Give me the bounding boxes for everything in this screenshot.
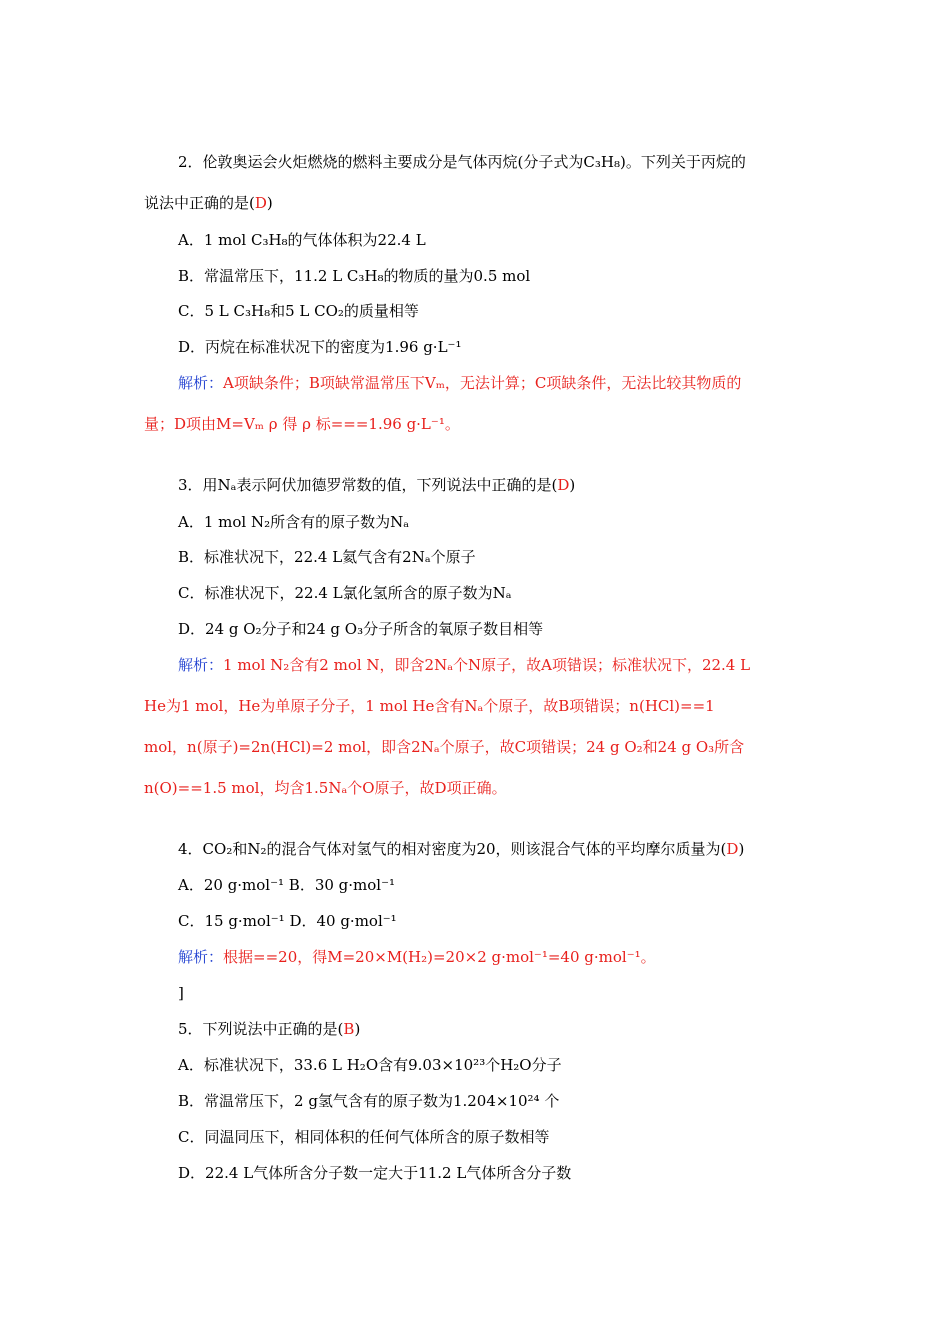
q2-option-c: C．5 L C₃H₈和5 L CO₂的质量相等 — [178, 302, 419, 320]
q4-stem-text: 4．CO₂和N₂的混合气体对氢气的相对密度为20，则该混合气体的平均摩尔质量为( — [178, 840, 727, 858]
q2-explanation-text1: A项缺条件；B项缺常温常压下Vₘ，无法计算；C项缺条件，无法比较其物质的 — [223, 374, 742, 392]
q5-answer: B — [343, 1020, 355, 1038]
q3-option-a: A．1 mol N₂所含有的原子数为Nₐ — [178, 513, 410, 531]
q2-close-paren: ) — [266, 194, 273, 212]
q4-explanation-label: 解析： — [178, 948, 224, 966]
q3-close-paren: ) — [569, 476, 576, 494]
q2-explanation-line1 — [178, 373, 741, 393]
q4-stray-bracket: ] — [178, 984, 184, 1002]
q3-explanation-line3: mol，n(原子)=2n(HCl)=2 mol，即含2Nₐ个原子，故C项错误；24 g O₂和24 g O₃所含 — [144, 738, 745, 756]
q5-close-paren: ) — [354, 1020, 361, 1038]
q5-option-b: B．常温常压下，2 g氢气含有的原子数为1.204×10²⁴ 个 — [178, 1092, 560, 1110]
q2-option-d: D．丙烷在标准状况下的密度为1.96 g·L⁻¹ — [178, 338, 462, 356]
q2-stem-line2-text: 说法中正确的是( — [144, 194, 255, 212]
q4-explanation-line1 — [178, 947, 656, 967]
q3-explanation-line1 — [178, 655, 750, 675]
q5-option-c: C．同温同压下，相同体积的任何气体所含的原子数相等 — [178, 1128, 550, 1146]
q5-option-d: D．22.4 L气体所含分子数一定大于11.2 L气体所含分子数 — [178, 1164, 572, 1182]
q3-option-b: B．标准状况下，22.4 L氦气含有2Nₐ个原子 — [178, 548, 476, 566]
q2-explanation-line2: 量；D项由M=Vₘ ρ 得 ρ 标===1.96 g·L⁻¹。 — [144, 415, 460, 433]
q4-answer: D — [726, 840, 739, 858]
q3-explanation-text1: 1 mol N₂含有2 mol N，即含2Nₐ个N原子，故A项错误；标准状况下，22.4 L — [223, 656, 751, 674]
q2-stem-line2 — [144, 193, 273, 213]
q2-stem-line1: 2．伦敦奥运会火炬燃烧的燃料主要成分是气体丙烷(分子式为C₃H₈)。下列关于丙烷的 — [178, 153, 746, 171]
q3-explanation-label: 解析： — [178, 656, 224, 674]
q5-option-a: A．标准状况下，33.6 L H₂O含有9.03×10²³个H₂O分子 — [178, 1056, 562, 1074]
q4-options-ab: A．20 g·mol⁻¹ B．30 g·mol⁻¹ — [178, 876, 396, 894]
q4-options-cd: C．15 g·mol⁻¹ D．40 g·mol⁻¹ — [178, 912, 397, 930]
q2-option-a: A．1 mol C₃H₈的气体体积为22.4 L — [178, 231, 426, 249]
q3-answer: D — [557, 476, 570, 494]
q4-explanation-text1: 根据==20，得M=20×M(H₂)=20×2 g·mol⁻¹=40 g·mol⁻¹。 — [223, 948, 656, 966]
q5-stem-text: 5．下列说法中正确的是( — [178, 1020, 344, 1038]
q3-stem — [178, 475, 575, 495]
q3-option-d: D．24 g O₂分子和24 g O₃分子所含的氧原子数目相等 — [178, 620, 544, 638]
q4-stem — [178, 839, 744, 859]
q3-option-c: C．标准状况下，22.4 L氯化氢所含的原子数为Nₐ — [178, 584, 512, 602]
q3-explanation-line4: n(O)==1.5 mol，均含1.5Nₐ个O原子，故D项正确。 — [144, 779, 507, 797]
q3-explanation-line2: He为1 mol，He为单原子分子，1 mol He含有Nₐ个原子，故B项错误；n(HCl)==1 — [144, 697, 715, 715]
q3-stem-text: 3．用Nₐ表示阿伏加德罗常数的值，下列说法中正确的是( — [178, 476, 558, 494]
q2-explanation-label: 解析： — [178, 374, 224, 392]
q5-stem — [178, 1019, 360, 1039]
q4-close-paren: ) — [738, 840, 745, 858]
q2-answer: D — [254, 194, 267, 212]
q2-option-b: B．常温常压下，11.2 L C₃H₈的物质的量为0.5 mol — [178, 267, 531, 285]
